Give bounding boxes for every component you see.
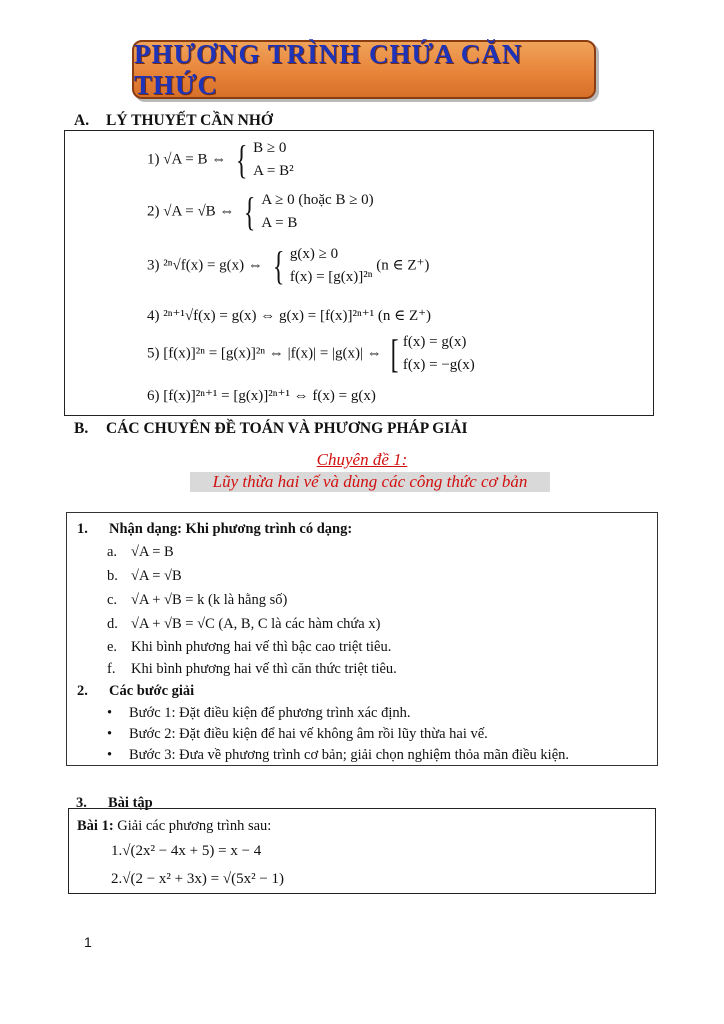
recognition-item: a. √A = B <box>107 544 174 560</box>
formula-number: 3) <box>147 257 160 274</box>
condition: f(x) = g(x) <box>402 334 467 350</box>
recognition-index: 1. <box>77 521 88 537</box>
section-a-index: A. <box>74 112 90 129</box>
formula-left: [f(x)]²ⁿ = [g(x)]²ⁿ ⇔ |f(x)| = |g(x)| ⇔ <box>163 345 382 362</box>
formula-tail: (n ∈ Z⁺) <box>376 257 430 274</box>
condition: f(x) = −g(x) <box>402 357 475 374</box>
formula-number: 1) <box>147 151 160 168</box>
recognition-item: e. Khi bình phương hai vế thì bậc cao triệt tiêu. <box>107 639 392 655</box>
exercise-problem: 2.√(2 − x² + 3x) = √(5x² − 1) <box>111 871 285 887</box>
formula-text: ²ⁿ⁺¹√f(x) = g(x) ⇔ g(x) = [f(x)]²ⁿ⁺¹ (n ∈ Z⁺) <box>163 308 432 324</box>
topic-label: Chuyên đề 1: <box>316 450 408 469</box>
exercise-text: Giải các phương trình sau: <box>117 818 272 834</box>
step-item: • Bước 3: Đưa về phương trình cơ bản; giải chọn nghiệm thỏa mãn điều kiện. <box>107 747 569 763</box>
formula-2 <box>147 189 374 236</box>
recognition-item: f. Khi bình phương hai vế thì căn thức triệt tiêu. <box>107 661 397 677</box>
condition: g(x) ≥ 0 <box>289 246 339 262</box>
condition-system <box>267 243 373 290</box>
formula-left: √A = B ⇔ <box>163 151 227 168</box>
step-item: • Bước 2: Đặt điều kiện để hai vế không âm rồi lũy thừa hai vế. <box>107 726 488 742</box>
recognition-item: c. √A + √B = k (k là hằng số) <box>107 592 288 608</box>
recognition-item: b. √A = √B <box>107 568 182 584</box>
exercise-label: Bài 1: <box>77 818 114 834</box>
formula-number: 4) <box>147 308 160 324</box>
title-banner <box>132 40 596 99</box>
exercise-box <box>68 808 656 894</box>
brace-icon: { <box>235 137 248 183</box>
recognition-title: Nhận dạng: Khi phương trình có dạng: <box>109 521 353 537</box>
formula-4 <box>147 306 431 325</box>
section-b-index: B. <box>74 420 89 437</box>
formula-1 <box>147 137 294 184</box>
formula-number: 2) <box>147 203 160 220</box>
topic-name: Lũy thừa hai vế và dùng các công thức cơ bản <box>190 472 550 492</box>
bracket-icon: [ <box>390 331 399 377</box>
condition-system <box>230 137 294 184</box>
condition: A = B² <box>253 163 294 180</box>
page-number: 1 <box>84 934 92 950</box>
condition-system <box>238 189 373 236</box>
condition: A ≥ 0 (hoặc B ≥ 0) <box>261 192 374 208</box>
section-b-heading <box>74 420 468 438</box>
bullet-icon: • <box>107 705 113 721</box>
exercise-problem: 1.√(2x² − 4x + 5) = x − 4 <box>111 843 262 859</box>
exercises-index: 3. <box>76 795 87 811</box>
theory-box <box>64 130 654 416</box>
condition: A = B <box>261 215 298 232</box>
page-title: PHƯƠNG TRÌNH CHỨA CĂN THỨC <box>134 38 523 100</box>
step-item: • Bước 1: Đặt điều kiện để phương trình xác định. <box>107 705 411 721</box>
steps-index: 2. <box>77 683 88 699</box>
condition: B ≥ 0 <box>253 140 287 156</box>
brace-icon: { <box>244 189 256 235</box>
method-box <box>66 512 658 766</box>
formula-number: 5) <box>147 345 160 362</box>
formula-5 <box>147 331 475 378</box>
brace-icon: { <box>272 243 285 289</box>
bullet-icon: • <box>107 747 113 763</box>
condition: f(x) = [g(x)]²ⁿ <box>289 269 373 286</box>
condition-system <box>386 331 475 378</box>
recognition-heading <box>77 521 352 538</box>
exercises-title: Bài tập <box>108 795 153 811</box>
section-a-heading <box>74 112 273 130</box>
section-b-title: CÁC CHUYÊN ĐỀ TOÁN VÀ PHƯƠNG PHÁP GIẢI <box>106 420 468 437</box>
formula-left: √A = √B ⇔ <box>163 203 235 220</box>
recognition-item: d. √A + √B = √C (A, B, C là các hàm chứa x) <box>107 616 381 632</box>
formula-left: ²ⁿ√f(x) = g(x) ⇔ <box>163 257 263 274</box>
section-a-title: LÝ THUYẾT CẦN NHỚ <box>106 112 273 129</box>
steps-heading <box>77 683 194 700</box>
exercise-prompt <box>77 818 271 835</box>
steps-title: Các bước giải <box>109 683 195 699</box>
bullet-icon: • <box>107 726 113 742</box>
formula-text: [f(x)]²ⁿ⁺¹ = [g(x)]²ⁿ⁺¹ ⇔ f(x) = g(x) <box>163 388 376 404</box>
formula-3 <box>147 243 429 290</box>
formula-6 <box>147 386 376 405</box>
formula-number: 6) <box>147 388 160 404</box>
